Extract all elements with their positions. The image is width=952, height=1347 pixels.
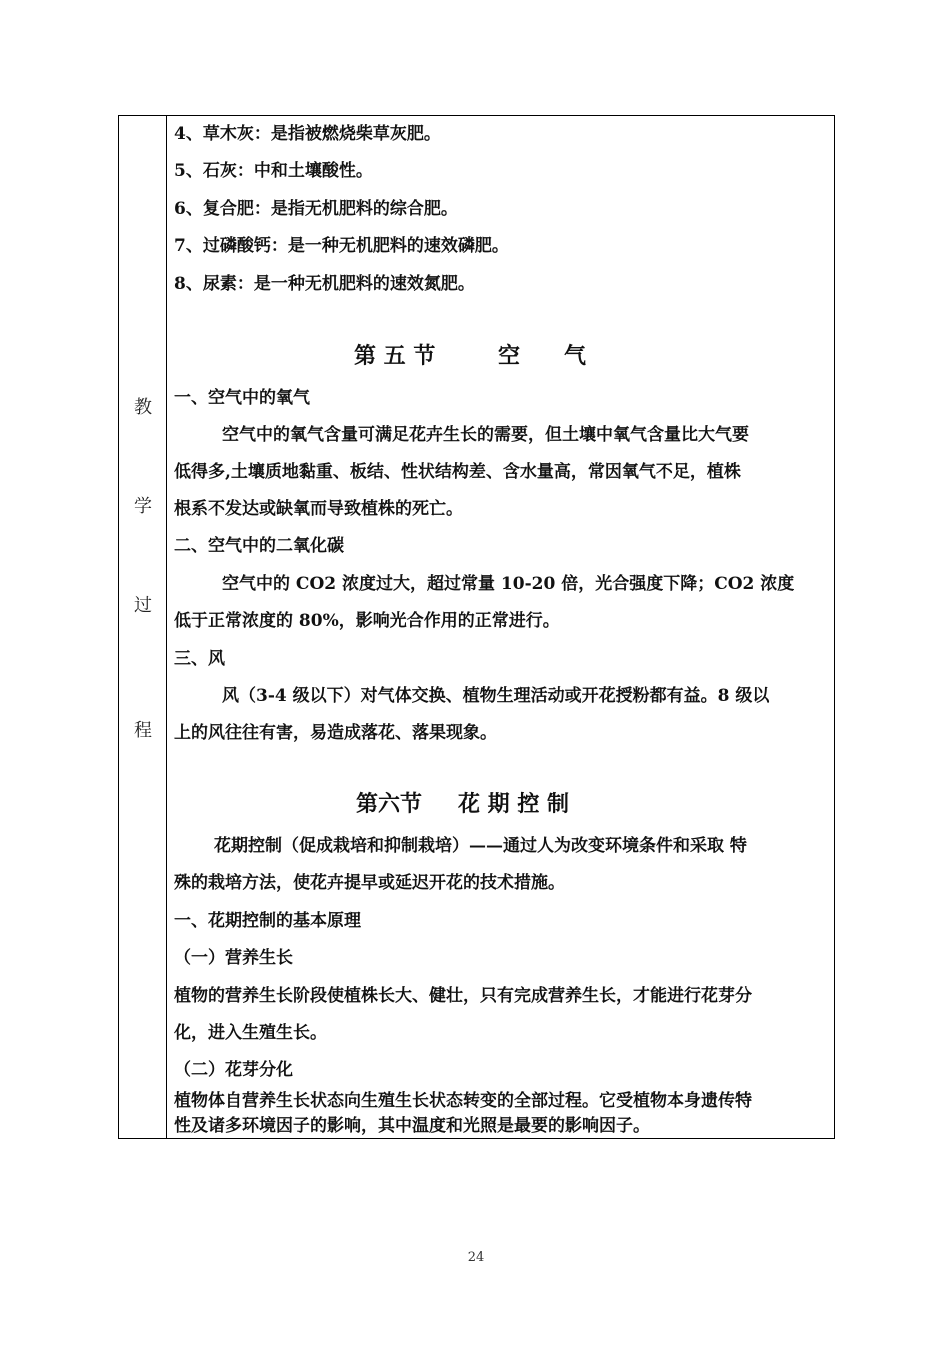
section6-subheading-vegetative: （一）营养生长	[174, 948, 293, 968]
section6-heading-principle: 一、花期控制的基本原理	[174, 911, 361, 931]
list-item: 6、复合肥：是指无机肥料的综合肥。	[174, 199, 458, 219]
section5-title: 第 五 节	[354, 343, 436, 369]
list-item: 8、尿素：是一种无机肥料的速效氮肥。	[174, 274, 475, 294]
paragraph-line: 空气中的氧气含量可满足花卉生长的需要，但土壤中氧气含量比大气要	[222, 425, 749, 445]
paragraph-line: 性及诸多环境因子的影响，其中温度和光照是最要的影响因子。	[174, 1116, 650, 1136]
section5-heading-oxygen: 一、空气中的氧气	[174, 388, 310, 408]
paragraph-line: 低于正常浓度的 80%，影响光合作用的正常进行。	[174, 611, 560, 631]
paragraph-line: 空气中的 CO2 浓度过大，超过常量 10-20 倍，光合强度下降；CO2 浓度	[222, 574, 795, 594]
paragraph-line: 上的风往往有害，易造成落花、落果现象。	[174, 723, 497, 743]
paragraph-line: 花期控制（促成栽培和抑制栽培）——通过人为改变环境条件和采取 特	[214, 836, 747, 856]
paragraph-line: 植物的营养生长阶段使植株长大、健壮，只有完成营养生长，才能进行花芽分	[174, 986, 752, 1006]
side-label-char: 学	[134, 496, 152, 517]
paragraph-line: 低得多,土壤质地黏重、板结、性状结构差、含水量高，常因氧气不足，植株	[174, 462, 741, 482]
section5-heading-wind: 三、风	[174, 649, 225, 669]
section6-subject: 花 期 控 制	[458, 791, 569, 817]
side-label-column	[119, 116, 167, 1138]
paragraph-line: 化，进入生殖生长。	[174, 1023, 327, 1043]
page-number: 24	[467, 1250, 485, 1265]
section6-subheading-bud: （二）花芽分化	[174, 1060, 293, 1080]
paragraph-line: 植物体自营养生长状态向生殖生长状态转变的全部过程。它受植物本身遗传特	[174, 1091, 752, 1111]
paragraph-line: 殊的栽培方法，使花卉提早或延迟开花的技术措施。	[174, 873, 565, 893]
list-item: 5、石灰：中和土壤酸性。	[174, 161, 373, 181]
side-label-char: 教	[134, 397, 152, 418]
paragraph-line: 根系不发达或缺氧而导致植株的死亡。	[174, 499, 463, 519]
section5-subject: 空 气	[498, 343, 587, 369]
list-item: 4、草木灰：是指被燃烧柴草灰肥。	[174, 124, 441, 144]
side-label-char: 过	[134, 595, 152, 616]
section6-title: 第六节	[356, 791, 423, 817]
paragraph-line: 风（3-4 级以下）对气体交换、植物生理活动或开花授粉都有益。8 级以	[222, 686, 770, 706]
list-item: 7、过磷酸钙：是一种无机肥料的速效磷肥。	[174, 236, 509, 256]
side-label-char: 程	[134, 720, 152, 741]
section5-heading-co2: 二、空气中的二氧化碳	[174, 536, 344, 556]
